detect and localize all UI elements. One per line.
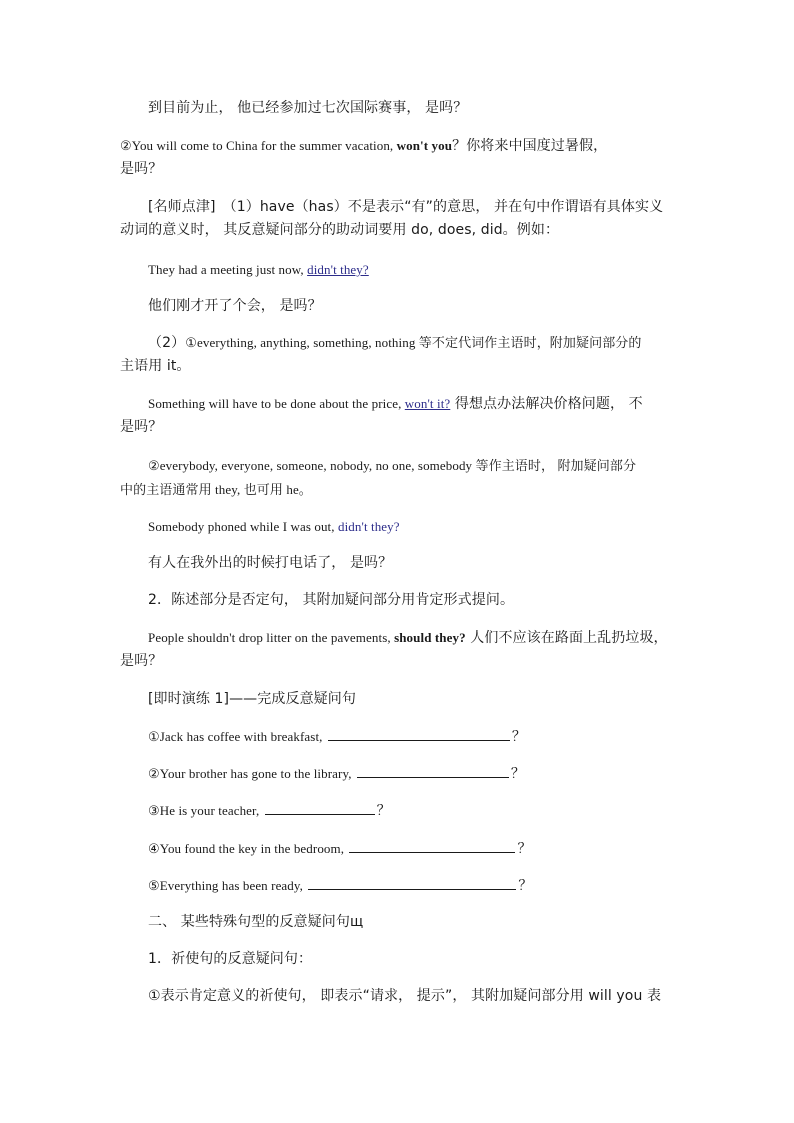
tips-line-b: 动词的意义时， 其反意疑问部分的助动词要用 do, does, did。例如： [120, 222, 560, 238]
question-mark: ？ [518, 878, 533, 894]
exercise-item-3 [148, 799, 678, 823]
paragraph-example-vacation [120, 134, 675, 181]
translation-meeting: 他们刚才开了个会， 是吗？ [148, 298, 322, 314]
example-cn-text: 得想点办法解决价格问题， 不 [450, 396, 643, 412]
exercise-item-5 [148, 874, 678, 898]
exercise-prompt: ③He is your teacher, [148, 803, 263, 818]
example-en-text: People shouldn't drop litter on the pavements, [148, 630, 395, 645]
example-price [120, 392, 675, 439]
answer-blank[interactable] [357, 763, 509, 778]
exercise-prompt: ⑤Everything has been ready, [148, 878, 307, 893]
item-number: （2） [148, 335, 186, 351]
tag-question: didn't they? [337, 519, 400, 534]
paragraph-line-1: 到目前为止， 他已经参加过七次国际赛事， 是吗？ [148, 100, 468, 116]
tips-line-a: [名师点津] （1）have（has）不是表示“有”的意思， 并在句中作谓语有具体实义 [148, 199, 664, 215]
exercise-item-4 [148, 837, 678, 861]
answer-blank[interactable] [328, 726, 510, 741]
rule-text-b: 主语用 it。 [120, 358, 191, 374]
question-mark: ？ [511, 729, 526, 745]
tag-question-bold: should they? [394, 630, 466, 645]
example-en-text: Something will have to be done about the price, [148, 396, 405, 411]
rule-negative-statement: 2．陈述部分是否定句， 其附加疑问部分用肯定形式提问。 [148, 592, 515, 608]
paragraph-everybody [120, 454, 675, 502]
exercise-item-1 [148, 725, 678, 749]
tag-question-bold: won't you [396, 138, 453, 153]
example-cn-text-2: 是吗？ [120, 653, 163, 669]
subsection-imperative: 1．祈使句的反意疑问句： [148, 951, 313, 967]
answer-blank[interactable] [308, 875, 516, 890]
translation-phoned: 有人在我外出的时候打电话了， 是吗？ [148, 555, 393, 571]
example-en-text: They had a meeting just now, [148, 262, 308, 277]
rule-imperative-positive: ①表示肯定意义的祈使句， 即表示“请求， 提示”， 其附加疑问部分用 will you 表 [148, 988, 662, 1004]
example-en-text: Somebody phoned while I was out, [148, 519, 338, 534]
exercise-heading: [即时演练 1]——完成反意疑问句 [148, 691, 356, 707]
example-cn-text: 人们不应该在路面上乱扔垃圾， [465, 630, 668, 646]
rule-text-a: ②everybody, everyone, someone, nobody, no one, somebody 等作主语时， 附加疑问部分 [148, 458, 637, 473]
answer-blank[interactable] [349, 838, 515, 853]
underlined-tag-question: didn't they? [307, 262, 369, 277]
exercise-prompt: ②Your brother has gone to the library, [148, 766, 355, 781]
example-cn-text-2: 是吗？ [120, 419, 163, 435]
example-cn-text-2: 是吗？ [120, 161, 163, 177]
rule-text-b: 中的主语通常用 they, 也可用 he。 [120, 482, 312, 497]
question-mark: ？ [517, 841, 532, 857]
example-en-text: ②You will come to China for the summer vacation, [120, 138, 397, 153]
paragraph-indefinite-pronouns [120, 331, 675, 378]
rule-text-a: ①everything, anything, something, nothing 等不定代词作主语时，附加疑问部分的 [185, 335, 642, 350]
example-phoned [148, 515, 678, 539]
underlined-tag-question: won't it? [404, 396, 451, 411]
answer-blank[interactable] [265, 800, 375, 815]
question-mark: ？ [376, 803, 391, 819]
section-heading-special: 二、 某些特殊句型的反意疑问句щ [148, 914, 364, 930]
example-cn-text: ？你将来中国度过暑假， [452, 138, 608, 154]
paragraph-tips-have [120, 196, 675, 242]
example-litter [120, 626, 675, 673]
question-mark: ？ [510, 766, 526, 782]
example-meeting [148, 258, 678, 282]
exercise-item-2 [148, 762, 678, 786]
exercise-prompt: ①Jack has coffee with breakfast, [148, 729, 326, 744]
exercise-prompt: ④You found the key in the bedroom, [148, 841, 348, 856]
